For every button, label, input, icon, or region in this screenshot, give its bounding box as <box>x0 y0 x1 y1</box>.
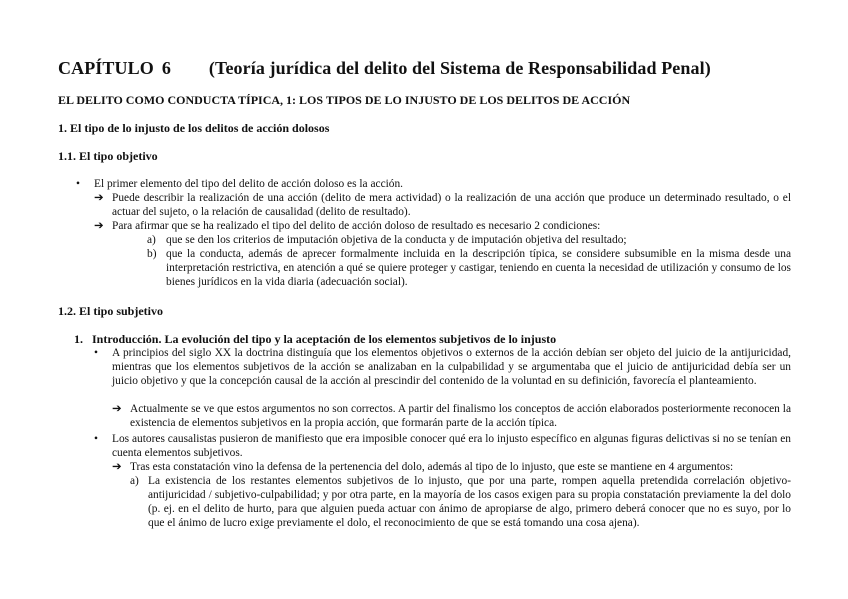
list-item: La existencia de los restantes elementos subjetivos de lo injusto, que por una parte, rompen aquella pretendida correlación objetivo-antijuricidad / subjetivo-culpabilidad; y por otra parte, en la mayoría de los casos exigen para su propia constatación previamente la del dolo (p. ej. en el delito de hurto, para que alguien pueda actuar con ánimo de apropiarse de algo, primero deberá conocer que no es suyo, por lo que el ánimo de lucro exige previamente el dolo, el reconocimiento de que se está tomando una cosa ajena). <box>148 475 791 529</box>
list-label: b) <box>147 248 157 260</box>
subsection-heading: Introducción. La evolución del tipo y la aceptación de los elementos subjetivos de lo injusto <box>92 332 557 346</box>
chapter-subtitle: (Teoría jurídica del delito del Sistema de Responsabilidad Penal) <box>208 58 711 78</box>
section-1-1-heading: 1.1. El tipo objetivo <box>58 149 158 163</box>
list-label: a) <box>147 234 156 246</box>
paragraph: Tras esta constatación vino la defensa de la pertenencia del dolo, además al tipo de lo injusto, que este se mantiene en 4 argumentos: <box>130 461 734 473</box>
section-1-2-heading: 1.2. El tipo subjetivo <box>58 304 164 318</box>
paragraph: Actualmente se ve que estos argumentos no son correctos. A partir del finalismo los conceptos de acción elaborados posteriormente reconocen la existencia de elementos subjetivos en la propia acción, que formarán parte de la acción típica. <box>130 403 791 429</box>
arrow-icon: ➔ <box>94 192 104 204</box>
chapter-heading <box>58 58 711 79</box>
chapter-number: 6 <box>161 58 171 78</box>
list-item: que la conducta, además de aprecer formalmente incluida en la descripción típica, se considere subsumible en la misma desde una interpretación restrictiva, en atención a qué se quiere proteger y castigar, teniendo en cuenta la necesidad de utilización y consumo de los bienes jurídicos en la vida diaria (adecuación social). <box>166 248 791 288</box>
arrow-icon: ➔ <box>94 220 104 232</box>
list-label: a) <box>130 475 139 487</box>
paragraph: El primer elemento del tipo del delito de acción doloso es la acción. <box>94 178 404 190</box>
bullet-icon: • <box>94 347 98 359</box>
paragraph: Puede describir la realización de una acción (delito de mera actividad) o la realización de una acción que produce un determinado resultado, o el actuar del sujeto, o la relación de causalidad (delito de resultado). <box>112 192 791 218</box>
paragraph: A principios del siglo XX la doctrina distinguía que los elementos objetivos o externos de la acción debían ser objeto del juicio de la antijuricidad, mientras que los elementos subjetivos de la acción se analizaban en la culpabilidad y se argumentaba que el juicio de antijuricidad debía ser un juicio objetivo y que la concepción causal de la acción al prescindir del contenido de la voluntad en su definición, favorecía el planteamiento. <box>112 347 791 387</box>
section-1-heading: 1. El tipo de lo injusto de los delitos de acción dolosos <box>58 121 330 135</box>
chapter-label: CAPÍTULO <box>58 58 154 78</box>
bullet-icon: • <box>76 178 80 190</box>
paragraph: Para afirmar que se ha realizado el tipo del delito de acción doloso de resultado es necesario 2 condiciones: <box>112 220 601 232</box>
main-heading: EL DELITO COMO CONDUCTA TÍPICA, 1: LOS TIPOS DE LO INJUSTO DE LOS DELITOS DE ACCIÓN <box>58 93 631 107</box>
arrow-icon: ➔ <box>112 403 122 415</box>
paragraph: Los autores causalistas pusieron de manifiesto que era imposible conocer qué era lo injusto específico en algunas figuras delictivas si no se tenían en cuenta elementos subjetivos. <box>112 433 791 459</box>
arrow-icon: ➔ <box>112 461 122 473</box>
list-label: 1. <box>74 332 83 346</box>
list-item: que se den los criterios de imputación objetiva de la conducta y de imputación objetiva del resultado; <box>166 234 627 246</box>
bullet-icon: • <box>94 433 98 445</box>
